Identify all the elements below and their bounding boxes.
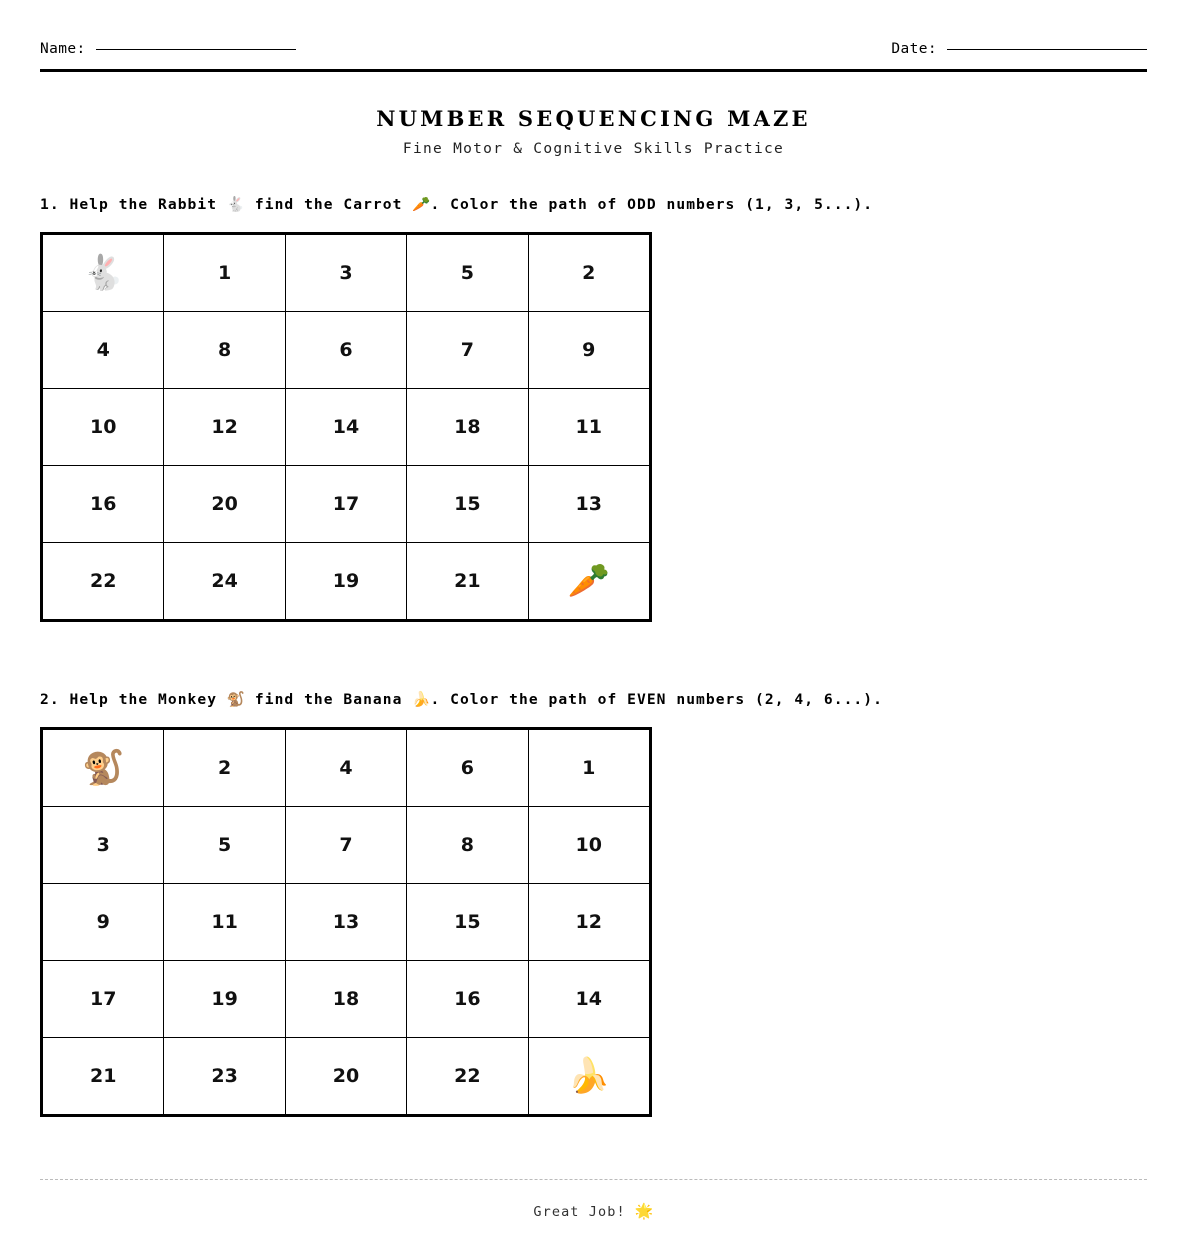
maze-row (42, 1038, 651, 1116)
maze-cell[interactable]: 5 (164, 807, 285, 884)
footer-message (40, 1202, 1147, 1220)
maze-cell[interactable]: 18 (285, 961, 406, 1038)
maze-cell[interactable]: 19 (164, 961, 285, 1038)
maze-cell[interactable]: 3 (42, 807, 164, 884)
header-divider (40, 69, 1147, 72)
page-title: NUMBER SEQUENCING MAZE (376, 106, 811, 131)
footer-divider (40, 1179, 1147, 1180)
maze-cell-goal[interactable]: 🥕 (528, 543, 650, 621)
maze-cell[interactable]: 18 (407, 389, 528, 466)
banana-icon: 🍌 (412, 691, 431, 708)
star-icon: 🌟 (634, 1202, 654, 1220)
maze-row (42, 884, 651, 961)
worksheet-footer (40, 1179, 1147, 1220)
maze-cell[interactable]: 14 (285, 389, 406, 466)
maze-cell[interactable]: 8 (164, 312, 285, 389)
maze-row (42, 466, 651, 543)
maze-cell[interactable]: 3 (285, 234, 406, 312)
maze-grid-1-body (42, 234, 651, 621)
monkey-icon: 🐒 (226, 691, 246, 708)
maze-cell[interactable]: 2 (528, 234, 650, 312)
maze-cell[interactable]: 12 (164, 389, 285, 466)
worksheet-header (40, 0, 1147, 57)
maze-row (42, 389, 651, 466)
maze-cell[interactable]: 4 (285, 729, 406, 807)
date-label: Date: (891, 41, 937, 57)
maze-cell-goal[interactable]: 🍌 (528, 1038, 650, 1116)
instruction-2 (40, 690, 1147, 708)
maze-cell[interactable]: 16 (407, 961, 528, 1038)
maze-cell[interactable]: 11 (164, 884, 285, 961)
maze-cell[interactable]: 9 (42, 884, 164, 961)
maze-cell[interactable]: 24 (164, 543, 285, 621)
maze-cell[interactable]: 21 (407, 543, 528, 621)
date-field[interactable] (891, 41, 1147, 57)
maze-row (42, 807, 651, 884)
maze-row (42, 312, 651, 389)
maze-cell[interactable]: 6 (407, 729, 528, 807)
maze-cell[interactable]: 8 (407, 807, 528, 884)
maze-row (42, 234, 651, 312)
maze-cell[interactable]: 2 (164, 729, 285, 807)
maze-cell[interactable]: 10 (42, 389, 164, 466)
maze-row (42, 543, 651, 621)
maze-cell[interactable]: 21 (42, 1038, 164, 1116)
maze-cell[interactable]: 15 (407, 884, 528, 961)
maze-cell[interactable]: 1 (164, 234, 285, 312)
maze-cell[interactable]: 17 (285, 466, 406, 543)
maze-cell[interactable]: 20 (164, 466, 285, 543)
maze-cell[interactable]: 14 (528, 961, 650, 1038)
rabbit-icon: 🐇 (226, 196, 246, 213)
instruction-1-mid: find the Carrot (245, 196, 413, 213)
maze-cell[interactable]: 19 (285, 543, 406, 621)
maze-cell[interactable]: 9 (528, 312, 650, 389)
maze-cell[interactable]: 7 (285, 807, 406, 884)
maze-cell[interactable]: 16 (42, 466, 164, 543)
maze-grid-2-body (42, 729, 651, 1116)
maze-row (42, 729, 651, 807)
maze-cell[interactable]: 5 (407, 234, 528, 312)
instruction-2-mid: find the Banana (245, 691, 413, 708)
instruction-2-pre: 2. Help the Monkey (40, 691, 227, 708)
maze-cell[interactable]: 15 (407, 466, 528, 543)
maze-cell-start[interactable]: 🐒 (42, 729, 164, 807)
maze-cell[interactable]: 22 (407, 1038, 528, 1116)
section-spacer (40, 622, 1147, 652)
name-write-line[interactable] (96, 48, 296, 50)
instruction-1-post: . Color the path of ODD numbers (1, 3, 5...). (430, 196, 874, 213)
instruction-2-post: . Color the path of EVEN numbers (2, 4, 6...). (430, 691, 883, 708)
maze-cell[interactable]: 20 (285, 1038, 406, 1116)
maze-cell[interactable]: 17 (42, 961, 164, 1038)
maze-cell[interactable]: 22 (42, 543, 164, 621)
maze-cell[interactable]: 10 (528, 807, 650, 884)
maze-cell[interactable]: 13 (528, 466, 650, 543)
maze-cell[interactable]: 12 (528, 884, 650, 961)
carrot-icon: 🥕 (412, 196, 431, 213)
maze-cell[interactable]: 1 (528, 729, 650, 807)
date-write-line[interactable] (947, 48, 1147, 50)
maze-cell[interactable]: 23 (164, 1038, 285, 1116)
page-subtitle: Fine Motor & Cognitive Skills Practice (402, 141, 785, 157)
maze-grid-2[interactable] (40, 727, 652, 1117)
maze-grid-1[interactable] (40, 232, 652, 622)
maze-cell-start[interactable]: 🐇 (42, 234, 164, 312)
name-label: Name: (40, 41, 86, 57)
footer-message-text: Great Job! (533, 1204, 635, 1220)
maze-cell[interactable]: 13 (285, 884, 406, 961)
maze-cell[interactable]: 7 (407, 312, 528, 389)
maze-row (42, 961, 651, 1038)
maze-cell[interactable]: 11 (528, 389, 650, 466)
instruction-1 (40, 195, 1147, 213)
name-field[interactable] (40, 41, 296, 57)
maze-cell[interactable]: 6 (285, 312, 406, 389)
instruction-1-pre: 1. Help the Rabbit (40, 196, 227, 213)
maze-cell[interactable]: 4 (42, 312, 164, 389)
